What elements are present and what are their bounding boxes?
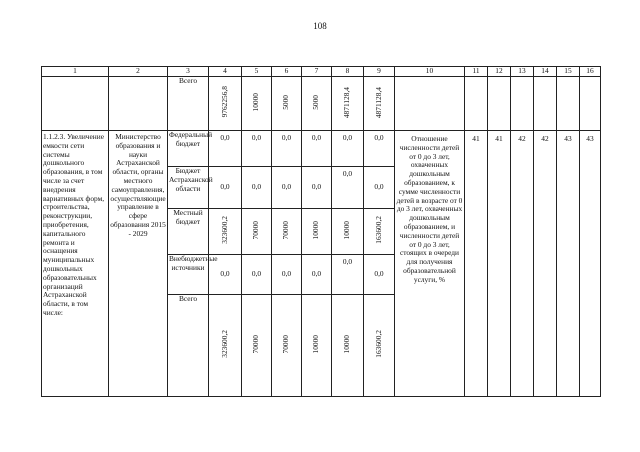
- source-value-cell: [242, 295, 272, 397]
- total-value-cell: [209, 77, 242, 131]
- source-value: 0,0: [272, 167, 302, 209]
- header-cell: 8: [332, 67, 364, 77]
- source-value: 10000: [342, 334, 352, 354]
- empty-cell: [511, 77, 534, 131]
- total-value-cell: [332, 77, 364, 131]
- source-value: 0,0: [209, 255, 242, 295]
- source-value: 10000: [311, 220, 321, 240]
- source-name: Бюджет Астраханской области: [168, 167, 209, 209]
- source-name: Федеральный бюджет: [168, 131, 209, 167]
- total-value-cell: [242, 77, 272, 131]
- source-value: 0,0: [242, 131, 272, 167]
- program-table: [41, 66, 601, 397]
- total-value-cell: [272, 77, 302, 131]
- empty-cell: [42, 77, 109, 131]
- header-cell: 7: [302, 67, 332, 77]
- total-value-cell: [302, 77, 332, 131]
- source-name: Внебюджетные источники: [168, 255, 209, 295]
- total-value: 5000: [311, 94, 321, 110]
- source-value-cell: [272, 295, 302, 397]
- empty-cell: [395, 77, 465, 131]
- item-target: 42: [534, 131, 557, 397]
- header-cell: 11: [465, 67, 488, 77]
- item-executor: Министерство образования и науки Астраханской области, органы местного самоуправления, осуществляющие управление в сфере образования 2015 - 2029: [109, 131, 168, 397]
- header-cell: 16: [580, 67, 601, 77]
- source-value: 0,0: [364, 131, 395, 167]
- item-description: 1.1.2.3. Увеличение емкости сети системы дошкольного образования, в том числе за счет внедрения вариативных форм, строительства, реконструкции, приобретения, капитального ремонта и оснащения муниципальных дошкольных образовательных организаций Астраханской области, в том числе:: [42, 131, 109, 397]
- source-value: 0,0: [272, 131, 302, 167]
- empty-cell: [488, 77, 511, 131]
- total-row: [42, 77, 601, 131]
- source-value: 163600,2: [373, 330, 383, 358]
- source-value-cell: [272, 209, 302, 255]
- empty-cell: [580, 77, 601, 131]
- header-cell: 4: [209, 67, 242, 77]
- source-value: 0,0: [302, 255, 332, 295]
- source-value: 10000: [311, 334, 321, 354]
- source-name: Местный бюджет: [168, 209, 209, 255]
- total-value: 10000: [251, 92, 261, 112]
- source-value: 0,0: [332, 131, 364, 167]
- header-cell: 5: [242, 67, 272, 77]
- empty-cell: [557, 77, 580, 131]
- item-target: 43: [580, 131, 601, 397]
- item-target: 41: [465, 131, 488, 397]
- total-value: 5000: [281, 94, 291, 110]
- source-value: 0,0: [272, 255, 302, 295]
- source-value: 0,0: [332, 255, 364, 295]
- source-value-cell: [302, 209, 332, 255]
- header-cell: 13: [511, 67, 534, 77]
- source-value: 0,0: [364, 255, 395, 295]
- source-value: 0,0: [364, 167, 395, 209]
- item-indicator: Отношение численности детей от 0 до 3 лет, охваченных дошкольным образованием, к сумме численности детей в возрасте от 0 до 3 лет, охваченных дошкольным образованием, и численности детей от 0 до 3 лет, стоящих в очереди для получения образовательной услуги, %: [395, 131, 465, 397]
- source-value-cell: [302, 295, 332, 397]
- source-value-cell: [332, 295, 364, 397]
- source-value: 0,0: [332, 167, 364, 209]
- source-value: 0,0: [302, 167, 332, 209]
- item-target: 42: [511, 131, 534, 397]
- source-value: 70000: [251, 334, 261, 354]
- source-value: 70000: [281, 334, 291, 354]
- source-value-cell: [209, 209, 242, 255]
- source-value-cell: [364, 295, 395, 397]
- source-value: 0,0: [302, 131, 332, 167]
- source-value: 0,0: [242, 167, 272, 209]
- header-cell: 10: [395, 67, 465, 77]
- empty-cell: [465, 77, 488, 131]
- header-cell: 3: [168, 67, 209, 77]
- source-value-cell: [332, 209, 364, 255]
- empty-cell: [109, 77, 168, 131]
- item-target: 43: [557, 131, 580, 397]
- source-name: Всего: [168, 295, 209, 397]
- source-value: 0,0: [209, 167, 242, 209]
- header-cell: 15: [557, 67, 580, 77]
- source-value-cell: [364, 209, 395, 255]
- source-value: 323600,2: [219, 216, 229, 244]
- total-value-cell: [364, 77, 395, 131]
- header-cell: 6: [272, 67, 302, 77]
- total-value: 4871128,4: [373, 86, 383, 118]
- total-value: 4871128,4: [342, 86, 352, 118]
- total-label: Всего: [168, 77, 209, 131]
- header-cell: 1: [42, 67, 109, 77]
- header-cell: 9: [364, 67, 395, 77]
- source-value: 70000: [281, 220, 291, 240]
- page-number: 108: [313, 21, 327, 31]
- source-value: 10000: [342, 220, 352, 240]
- header-cell: 12: [488, 67, 511, 77]
- source-value: 163600,2: [373, 216, 383, 244]
- source-value-cell: [242, 209, 272, 255]
- item-target: 41: [488, 131, 511, 397]
- source-value: 70000: [251, 220, 261, 240]
- header-row: [42, 67, 601, 77]
- source-row: [42, 131, 601, 167]
- source-value-cell: [209, 295, 242, 397]
- source-value: 0,0: [242, 255, 272, 295]
- source-value: 0,0: [209, 131, 242, 167]
- header-cell: 14: [534, 67, 557, 77]
- source-value: 323600,2: [219, 330, 229, 358]
- header-cell: 2: [109, 67, 168, 77]
- empty-cell: [534, 77, 557, 131]
- total-value: 9762256,8: [219, 86, 229, 118]
